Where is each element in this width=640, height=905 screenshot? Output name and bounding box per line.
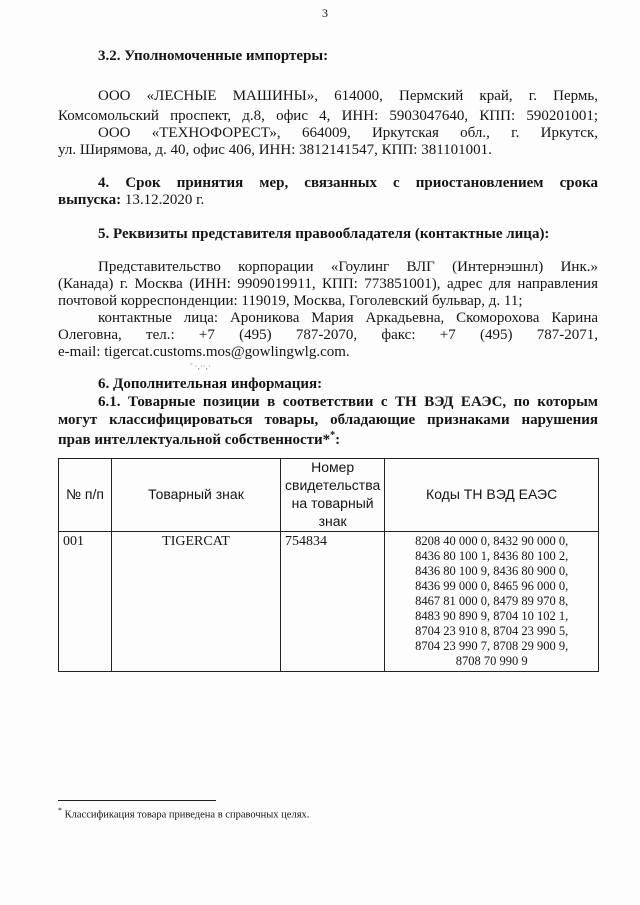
- representative-line-1: Представительство корпорации «Гоулинг ВЛГ (Интернэшнл) Инк.»: [98, 259, 598, 275]
- code-line: 8436 80 100 1, 8436 80 100 2,: [415, 549, 569, 563]
- section-4-heading-line-2: [58, 192, 204, 209]
- section-6-1-line-1: 6.1. Товарные позиции в соответствии с ТН ВЭД ЕАЭС, по которым: [98, 394, 598, 410]
- section-6-1-line-2: могут классифицироваться товары, обладающие признаками нарушения: [58, 412, 598, 428]
- header-trademark: Товарный знак: [112, 459, 281, 532]
- header-certificate: Номер свидетельства на товарный знак: [281, 459, 385, 532]
- cell-codes: [385, 532, 599, 672]
- header-num: № п/п: [59, 459, 112, 532]
- section-4-label: выпуска:: [58, 192, 122, 208]
- section-6-1-footnote-mark: *: [330, 430, 336, 441]
- code-line: 8704 23 990 7, 8708 29 900 9,: [415, 639, 569, 653]
- contacts-email: e-mail: tigercat.customs.mos@gowlingwlg.com.: [58, 344, 350, 360]
- contacts-line-2: Олеговна, тел.: +7 (495) 787-2070, факс: +7 (495) 787-2071,: [58, 327, 598, 343]
- section-4-heading-line-1: 4. Срок принятия мер, связанных с приостановлением срока: [98, 175, 598, 191]
- footnote: [58, 806, 309, 821]
- cell-certificate: 754834: [281, 532, 385, 672]
- importer-2-line-1: ООО «ТЕХНОФОРЕСТ», 664009, Иркутская обл., г. Иркутск,: [98, 125, 598, 141]
- code-line: 8483 90 890 9, 8704 10 102 1,: [415, 609, 569, 623]
- section-6-1-line-3-text: прав интеллектуальной собственности*: [58, 432, 331, 448]
- section-6-1-line-3: [58, 430, 340, 449]
- table-row: [59, 532, 599, 672]
- representative-line-3: почтовой корреспонденции: 119019, Москва, Гоголевский бульвар, д. 11;: [58, 293, 523, 309]
- section-4-date: 13.12.2020 г.: [121, 192, 205, 208]
- importer-1-line-1: ООО «ЛЕСНЫЕ МАШИНЫ», 614000, Пермский край, г. Пермь,: [98, 88, 598, 104]
- cell-trademark: TIGERCAT: [112, 532, 281, 672]
- code-line: 8436 80 100 9, 8436 80 900 0,: [415, 564, 569, 578]
- table-header-row: [59, 459, 599, 532]
- importer-1-line-2: Комсомольский проспект, д.8, офис 4, ИНН: 5903047640, КПП: 590201001;: [58, 108, 598, 124]
- code-line: 8704 23 910 8, 8704 23 990 5,: [415, 624, 569, 638]
- trademark-table: [58, 458, 599, 672]
- footnote-text: Классификация товара приведена в справочных целях.: [64, 809, 310, 821]
- page-number: 3: [322, 6, 328, 20]
- section-5-heading: 5. Реквизиты представителя правообладателя (контактные лица):: [98, 226, 550, 242]
- section-3-2-heading: 3.2. Уполномоченные импортеры:: [98, 48, 329, 64]
- header-codes: Коды ТН ВЭД ЕАЭС: [385, 459, 599, 532]
- footnote-rule: [58, 800, 216, 801]
- code-line: 8208 40 000 0, 8432 90 000 0,: [415, 534, 569, 548]
- code-line: 8436 99 000 0, 8465 96 000 0,: [415, 579, 569, 593]
- section-6-1-colon: :: [335, 432, 341, 448]
- section-6-heading: 6. Дополнительная информация:: [98, 376, 323, 392]
- code-line: 8708 70 990 9: [455, 654, 528, 668]
- contacts-line-1: контактные лица: Ароникова Мария Аркадьевна, Скоморохова Карина: [98, 310, 598, 326]
- code-line: 8467 81 000 0, 8479 89 970 8,: [415, 594, 569, 608]
- representative-line-2: (Канада) г. Москва (ИНН: 9909019911, КПП: 773851001), адрес для направления: [58, 276, 598, 292]
- scan-speck: ˇ ·‚··‚·: [190, 362, 211, 371]
- footnote-mark: *: [58, 806, 62, 815]
- cell-num: 001: [59, 532, 112, 672]
- importer-2-line-2: ул. Ширямова, д. 40, офис 406, ИНН: 3812141547, КПП: 381101001.: [58, 142, 492, 158]
